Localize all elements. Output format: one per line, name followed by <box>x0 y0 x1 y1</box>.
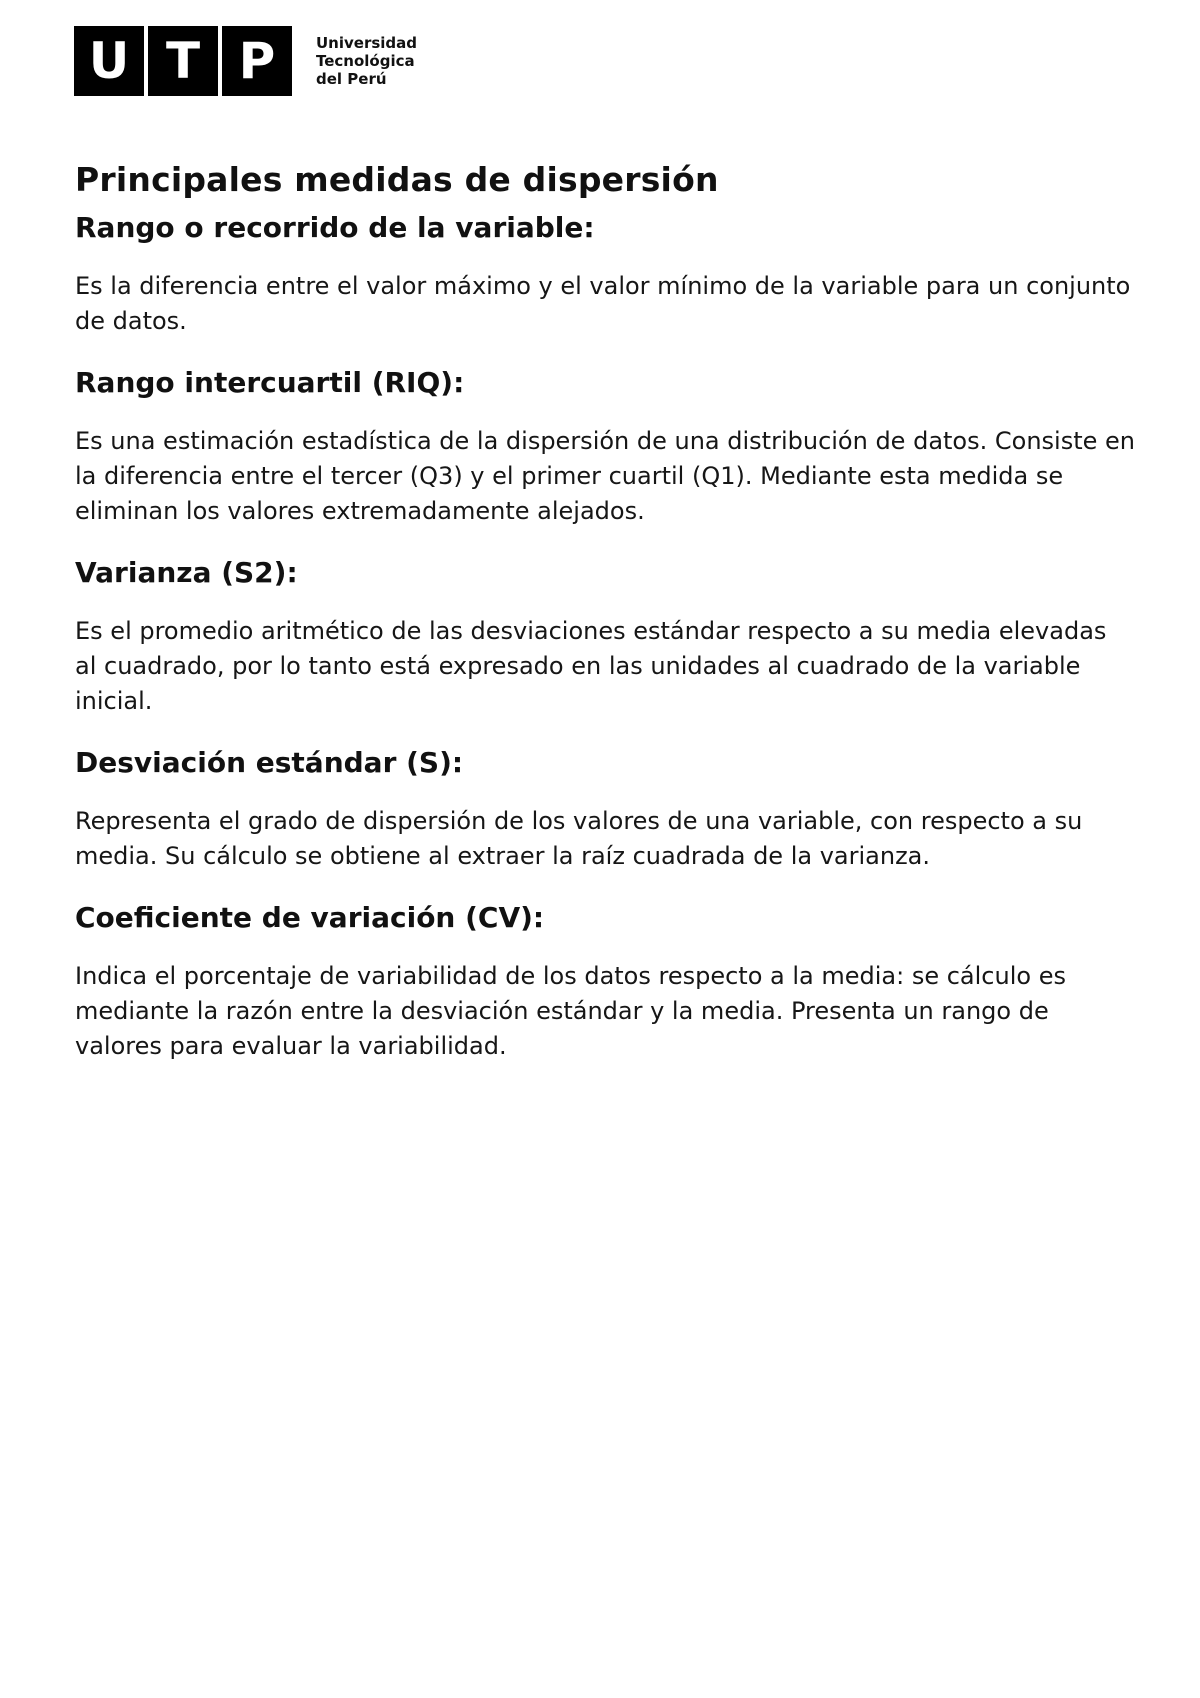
section-desviacion-estandar <box>75 743 1135 874</box>
section-heading: Rango o recorrido de la variable: <box>75 211 595 244</box>
section-rango <box>75 208 1135 339</box>
section-body: Indica el porcentaje de variabilidad de los datos respecto a la media: se cálculo es mediante la razón entre la desviación estándar y la media. Presenta un rango de valores para evaluar la variabilidad. <box>75 962 1066 1060</box>
section-body: Es una estimación estadística de la dispersión de una distribución de datos. Consiste en la diferencia entre el tercer (Q3) y el primer cuartil (Q1). Mediante esta medida se eliminan los valores extremadamente alejados. <box>75 427 1135 525</box>
document-title: Principales medidas de dispersión <box>75 160 719 199</box>
section-heading: Varianza (S2): <box>75 556 298 589</box>
logo-university-name <box>316 34 417 88</box>
section-varianza <box>75 553 1135 719</box>
section-body: Es el promedio aritmético de las desviaciones estándar respecto a su media elevadas al cuadrado, por lo tanto está expresado en las unidades al cuadrado de la variable inicial. <box>75 617 1107 715</box>
section-heading: Rango intercuartil (RIQ): <box>75 366 465 399</box>
section-coeficiente-variacion <box>75 898 1135 1064</box>
section-body: Es la diferencia entre el valor máximo y el valor mínimo de la variable para un conjunto de datos. <box>75 272 1131 335</box>
document-content <box>75 158 1135 1064</box>
utp-logo <box>74 26 417 96</box>
section-rango-intercuartil <box>75 363 1135 529</box>
logo-letter-t: T <box>148 26 218 96</box>
logo-letter-u: U <box>74 26 144 96</box>
section-body: Representa el grado de dispersión de los valores de una variable, con respecto a su media. Su cálculo se obtiene al extraer la raíz cuadrada de la varianza. <box>75 807 1083 870</box>
logo-name-line-3: del Perú <box>316 70 387 88</box>
section-heading: Desviación estándar (S): <box>75 746 464 779</box>
logo-name-line-1: Universidad <box>316 34 418 52</box>
logo-letter-p: P <box>222 26 292 96</box>
logo-name-line-2: Tecnológica <box>316 52 415 70</box>
section-heading: Coeficiente de variación (CV): <box>75 901 545 934</box>
